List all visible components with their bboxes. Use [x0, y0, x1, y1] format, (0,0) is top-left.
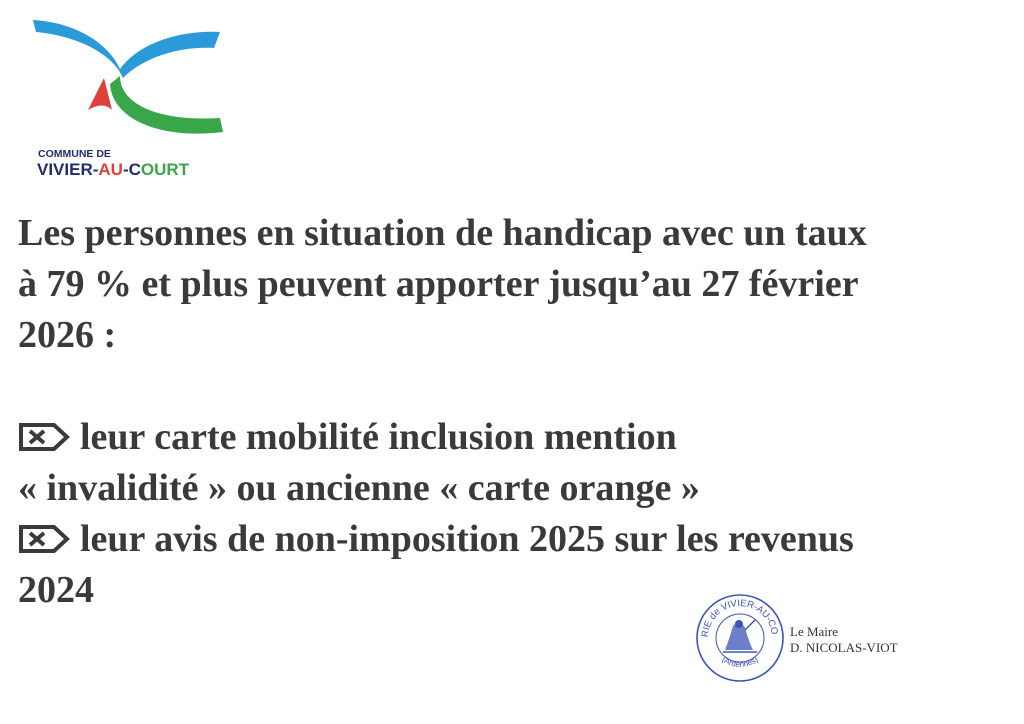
logo-commune-de: COMMUNE DE: [38, 148, 111, 160]
intro-line-3: 2026 :: [18, 314, 117, 356]
mayor-title: Le Maire: [790, 624, 839, 639]
item-2: [18, 514, 1018, 565]
intro-line-2: à 79 % et plus peuvent apporter jusqu’au 27 février: [18, 263, 859, 305]
notice-body: [18, 208, 1018, 616]
checkbox-arrow-icon: [18, 524, 70, 554]
commune-logo-mark: [28, 14, 228, 149]
logo-town-name: VIVIER-AU-COURT: [37, 160, 190, 179]
mayor-name: D. NICOLAS-VIOT: [790, 640, 898, 655]
seal-stamp: [695, 592, 785, 684]
item-2-line-1: leur avis de non-imposition 2025 sur les revenus: [80, 518, 854, 560]
item-1-line-2: « invalidité » ou ancienne « carte orange »: [18, 467, 700, 509]
commune-logo: [28, 14, 228, 179]
item-2-line-2: 2024: [18, 569, 94, 611]
item-1-line-1: leur carte mobilité inclusion mention: [80, 416, 677, 458]
intro-line-1: Les personnes en situation de handicap avec un taux: [18, 212, 867, 254]
item-1: [18, 412, 1018, 463]
checkbox-arrow-icon: [18, 422, 70, 452]
svg-text:(Ardennes): (Ardennes): [720, 654, 760, 670]
svg-text:MAIRIE de VIVIER-AU-COURT: RIE de VIVIER-AU-CO: [699, 597, 780, 638]
mayor-signature: [790, 624, 898, 656]
town-hall-seal: [695, 592, 785, 684]
